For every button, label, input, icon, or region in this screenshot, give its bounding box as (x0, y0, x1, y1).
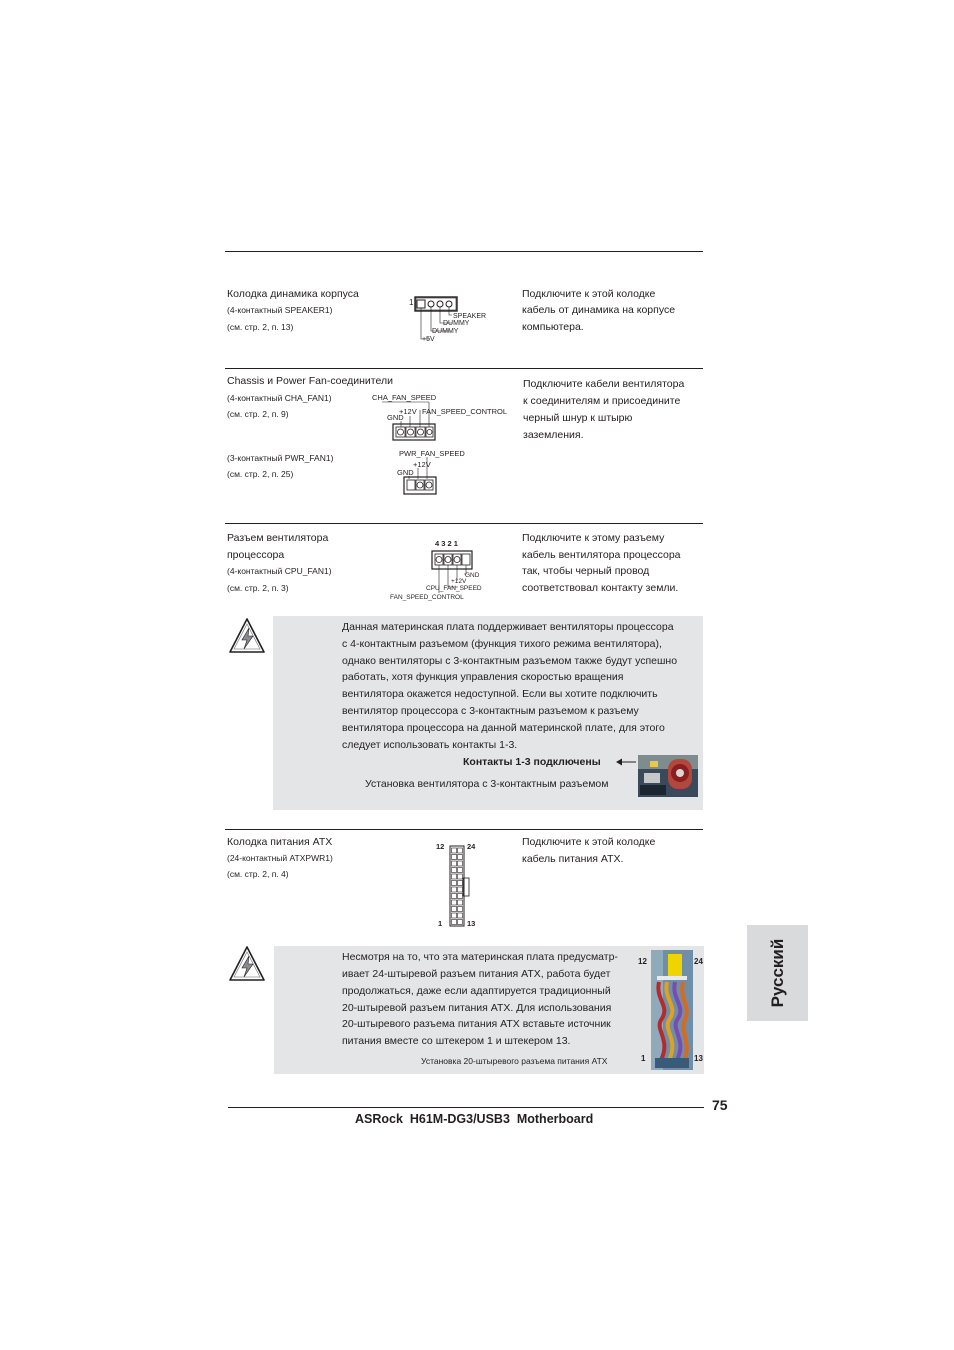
cpu-fan-speed-label: CPU_FAN_SPEED (426, 585, 482, 592)
cpu-fan-title-2: процессора (227, 549, 285, 561)
note2-line: ивает 24-штыревой разъем питания ATX, работа будет (342, 968, 611, 980)
cpu-fan-diagram (388, 536, 503, 602)
atx-desc-1: Подключите к этой колодке (522, 836, 656, 848)
note1-line: вентилятор процессора с 3-контактным разъемом к разъему (342, 705, 639, 717)
section-divider (225, 368, 703, 369)
note1-line: с 4-контактным разъемом (функция тихого режима вентилятора), (342, 638, 662, 650)
fans-desc-4: заземления. (523, 429, 584, 441)
note2-line: 20-штыревой разъем питания ATX. Для использования (342, 1002, 612, 1014)
cha-fan-diagram (370, 390, 510, 446)
speaker-pin-5v: +5V (422, 336, 435, 343)
language-tab (747, 925, 808, 1021)
cha-fan-12v-label: +12V (399, 407, 417, 416)
atx-pin-1: 1 (438, 919, 443, 928)
cha-fan-speed-label: CHA_FAN_SPEED (372, 393, 437, 402)
note2-line: 20-штыревого разъема питания ATX вставьте источник (342, 1018, 611, 1030)
language-tab-label: Русский (767, 938, 787, 1008)
pwr-fan-speed-label: PWR_FAN_SPEED (399, 449, 465, 458)
pwr-fan-diagram (395, 448, 475, 498)
cha-fan-ref: (см. стр. 2, п. 9) (227, 409, 289, 419)
atx-power-photo (651, 950, 693, 1070)
arrow-left-icon (615, 757, 637, 767)
note2-line: питания вместе со штекером 1 и штекером 13. (342, 1035, 571, 1047)
note1-line: Данная материнская плата поддерживает вентиляторы процессора (342, 621, 674, 633)
cpu-fan-title-1: Разъем вентилятора (227, 532, 329, 544)
atx-photo-pin-13: 13 (694, 1054, 703, 1063)
pwr-fan-gnd-label: GND (397, 468, 414, 477)
note1-line: работать, хотя функция управления скоростью вращения (342, 671, 624, 683)
atx-ref: (см. стр. 2, п. 4) (227, 869, 289, 879)
cpu-fan-gnd-label: GND (465, 572, 480, 579)
footer-rule (228, 1107, 704, 1108)
speaker-pin-dummy-2: DUMMY (432, 328, 459, 335)
speaker-header-diagram (405, 292, 495, 348)
speaker-desc-1: Подключите к этой колодке (522, 288, 656, 300)
atx-pin-13: 13 (467, 919, 476, 928)
note1-line: вентилятора процессора на данной материнской плате, для этого (342, 722, 665, 734)
speaker-ref: (см. стр. 2, п. 13) (227, 322, 294, 332)
fans-desc-1: Подключите кабели вентилятора (523, 378, 685, 390)
atx-title: Колодка питания ATX (227, 836, 333, 848)
pins-connected-label: Контакты 1-3 подключены (463, 756, 601, 768)
section-divider (225, 523, 703, 524)
cpu-fan-desc-3: так, чтобы черный провод (522, 565, 650, 577)
pwr-fan-12v-label: +12V (413, 460, 431, 469)
cpu-fan-pin-numbers: 4 3 2 1 (435, 539, 458, 548)
section-divider (225, 829, 703, 830)
speaker-title: Колодка динамика корпуса (227, 288, 359, 300)
warning-icon (227, 944, 267, 984)
atx-spec: (24-контактный ATXPWR1) (227, 853, 333, 863)
pin-one-label: 1 (409, 298, 414, 307)
cpu-fan-photo (638, 755, 698, 797)
atx-desc-2: кабель питания ATX. (522, 853, 624, 865)
cha-fan-gnd-label: GND (387, 413, 404, 422)
note2-caption: Установка 20-штыревого разъема питания ATX (421, 1056, 608, 1066)
cpu-fan-desc-4: соответствовал контакту земли. (522, 582, 679, 594)
fans-desc-2: к соединителям и присоедините (523, 395, 681, 407)
atx-photo-pin-12: 12 (638, 957, 647, 966)
warning-icon (227, 616, 267, 656)
note1-caption: Установка вентилятора с 3-контактным разъемом (365, 778, 609, 790)
top-rule (225, 251, 703, 252)
atx-photo-pin-1: 1 (641, 1054, 646, 1063)
cpu-fan-ref: (см. стр. 2, п. 3) (227, 583, 289, 593)
cha-fan-spec: (4-контактный CHA_FAN1) (227, 393, 332, 403)
note2-line: продолжаться, даже если адаптируется традиционный (342, 985, 611, 997)
page-number: 75 (712, 1097, 728, 1113)
note1-line: вентилятора окажется недоступной. Если вы хотите подключить (342, 688, 658, 700)
pwr-fan-ref: (см. стр. 2, п. 25) (227, 469, 294, 479)
cha-fan-control-label: FAN_SPEED_CONTROL (422, 407, 508, 416)
note1-line: однако вентиляторы с 3-контактным разъемом также будут успешно (342, 655, 678, 667)
cpu-fan-control-label: FAN_SPEED_CONTROL (390, 594, 464, 601)
cpu-fan-desc-2: кабель вентилятора процессора (522, 549, 681, 561)
pwr-fan-spec: (3-контактный PWR_FAN1) (227, 453, 334, 463)
note2-line: Несмотря на то, что эта материнская плата предусматр- (342, 951, 618, 963)
atx-pin-12: 12 (436, 842, 445, 851)
speaker-spec: (4-контактный SPEAKER1) (227, 305, 333, 315)
cpu-fan-12v-label: +12V (451, 578, 467, 585)
atx-connector-diagram (432, 838, 482, 932)
atx-pin-24: 24 (467, 842, 476, 851)
speaker-desc-2: кабель от динамика на корпусе (522, 304, 676, 316)
footer-product: ASRock H61M-DG3/USB3 Motherboard (355, 1112, 594, 1126)
fans-desc-3: черный шнур к штырю (523, 412, 633, 424)
speaker-desc-3: компьютера. (522, 321, 584, 333)
cpu-fan-desc-1: Подключите к этому разъему (522, 532, 665, 544)
speaker-pin-dummy-1: DUMMY (443, 320, 470, 327)
fans-title: Chassis и Power Fan-соединители (227, 375, 393, 387)
speaker-pin-speaker: SPEAKER (453, 313, 487, 320)
cpu-fan-spec: (4-контактный CPU_FAN1) (227, 566, 332, 576)
atx-photo-pin-24: 24 (694, 957, 703, 966)
note1-line: следует использовать контакты 1-3. (342, 739, 518, 751)
